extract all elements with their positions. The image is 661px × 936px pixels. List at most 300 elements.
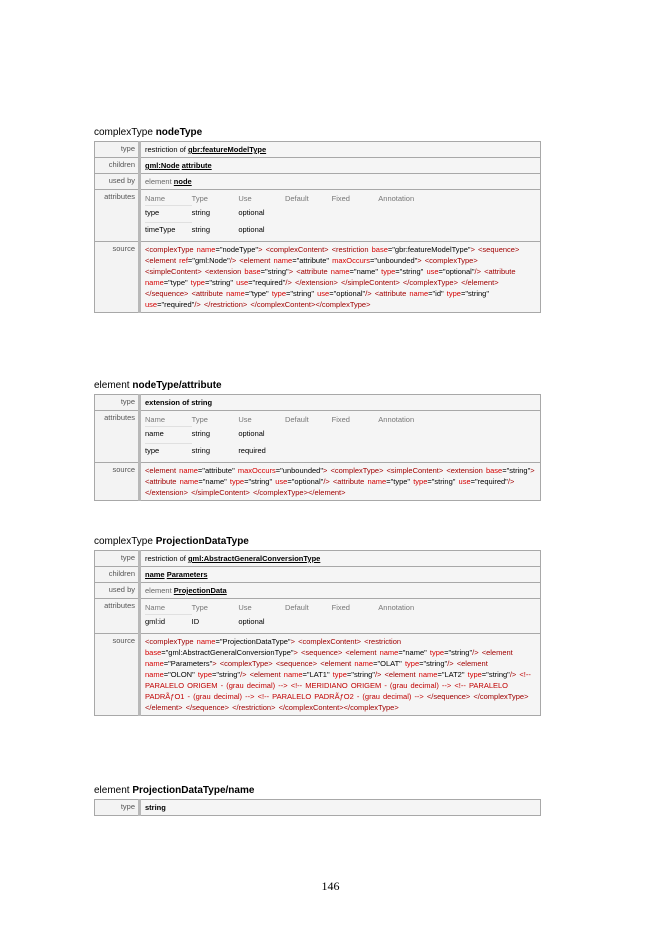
source-attr-name: type: [467, 670, 482, 679]
source-attr-value: ="string": [204, 278, 233, 287]
source-tag-end: />: [509, 670, 517, 679]
attr-cell: optional: [238, 224, 265, 234]
section-title: [94, 127, 541, 139]
attr-col-header: Name: [145, 603, 166, 612]
source-tag-end: >: [514, 245, 520, 254]
type-link[interactable]: gbr:featureModelType: [187, 145, 267, 154]
source-tag: </extension: [145, 488, 184, 497]
source-label: source: [95, 463, 140, 501]
source-tag: </element: [308, 488, 342, 497]
source-attr-name: type: [271, 289, 286, 298]
attr-col-header: Type: [191, 194, 208, 203]
source-attr-name: type: [332, 670, 347, 679]
section-name: nodeType/attribute: [132, 380, 222, 391]
source-tag-end: >: [323, 466, 328, 475]
source-row: [95, 242, 541, 313]
used-by-link[interactable]: node: [173, 177, 192, 186]
source-tag: <element: [456, 659, 488, 668]
source-attr-value: ="gbr:featureModelType": [387, 245, 471, 254]
source-tag-end: >: [312, 659, 318, 668]
section-title: [94, 536, 541, 548]
schema-section: [94, 127, 541, 313]
source-attr-value: ="string": [260, 267, 289, 276]
source-tag-end: >: [530, 466, 535, 475]
source-attr-name: ref: [179, 256, 188, 265]
source-attr-value: ="type": [163, 278, 188, 287]
source-attr-name: use: [317, 289, 330, 298]
children-label: children: [95, 567, 140, 583]
child-link[interactable]: Parameters: [166, 570, 208, 579]
source-tag: <attribute: [191, 289, 223, 298]
source-tag-end: />: [323, 477, 330, 486]
source-tag-end: >: [339, 703, 344, 712]
type-prefix: extension of string: [145, 398, 213, 407]
source-tag-end: />: [285, 278, 292, 287]
attr-cell: [378, 206, 425, 223]
attr-col-header: Annotation: [378, 603, 415, 612]
children-value: [140, 158, 541, 174]
source-tag-end: >: [224, 703, 230, 712]
children-row: [95, 567, 541, 583]
type-label: type: [95, 395, 140, 411]
source-tag: <extension: [204, 267, 242, 276]
source-attr-name: name: [145, 659, 164, 668]
attribute-row: [145, 206, 425, 223]
source-tag-end: >: [288, 267, 294, 276]
source-tag: <complexType: [145, 245, 194, 254]
type-row: [95, 142, 541, 158]
source-tag-end: >: [258, 245, 263, 254]
source-attr-value: ="optional": [287, 477, 324, 486]
source-tag-end: >: [324, 245, 329, 254]
attr-col-header: Name: [145, 194, 166, 203]
source-attr-value: ="type": [386, 477, 411, 486]
source-attr-name: base: [145, 648, 162, 657]
attr-cell: [378, 427, 425, 444]
attr-col-header: Use: [238, 415, 252, 424]
source-tag-end: >: [366, 300, 371, 309]
attributes-header: [145, 192, 425, 206]
source-attr-value: ="ProjectionDataType": [215, 637, 291, 646]
attributes-value: [140, 411, 541, 463]
source-tag: <complexType: [424, 256, 474, 265]
source-comment: <!-- PARALELO ORIGEM - (grau decimal) -->: [145, 670, 531, 690]
source-tag: <complexType: [219, 659, 269, 668]
source-tag: </simpleContent: [191, 488, 246, 497]
source-tag: </complexContent: [278, 703, 340, 712]
source-tag: <complexType: [145, 637, 194, 646]
attr-cell: timeType: [145, 223, 192, 240]
attr-cell: [378, 444, 425, 461]
attr-cell: [285, 444, 332, 461]
source-tag-end: >: [438, 466, 444, 475]
source-tag-end: />: [474, 267, 481, 276]
attr-col-header: Fixed: [331, 603, 350, 612]
source-value: [140, 242, 541, 313]
attr-cell: name: [145, 427, 192, 444]
source-attr-value: ="attribute": [197, 466, 235, 475]
attribute-row: [145, 444, 425, 461]
attr-cell: [378, 223, 425, 240]
source-attr-name: use: [426, 267, 439, 276]
attributes-value: [140, 190, 541, 242]
source-tag: <element: [249, 670, 281, 679]
attr-col-header: Name: [145, 415, 166, 424]
source-attr-value: ="type": [244, 289, 269, 298]
attribute-row: [145, 615, 425, 632]
source-tag-end: >: [197, 267, 202, 276]
source-row: [95, 463, 541, 501]
source-tag: <element: [384, 670, 416, 679]
attr-cell: string: [191, 224, 210, 234]
source-tag-end: >: [470, 245, 475, 254]
source-attr-name: maxOccurs: [332, 256, 371, 265]
source-code: [145, 636, 536, 713]
source-attr-name: base: [485, 466, 503, 475]
attributes-label: attributes: [95, 599, 140, 634]
source-tag: <element: [239, 256, 271, 265]
source-attr-name: name: [418, 670, 438, 679]
attributes-value: [140, 599, 541, 634]
source-attr-value: ="string": [427, 477, 456, 486]
source-attr-name: name: [179, 466, 198, 475]
type-link[interactable]: gml:AbstractGeneralConversionType: [187, 554, 321, 563]
source-tag-end: >: [417, 256, 422, 265]
source-tag-end: />: [374, 670, 382, 679]
section-title: [94, 785, 541, 797]
source-tag: <simpleContent: [145, 267, 198, 276]
attr-cell: [285, 427, 332, 444]
source-attr-name: type: [229, 477, 245, 486]
source-tag: </complexType: [252, 488, 304, 497]
source-attr-value: ="required": [470, 477, 508, 486]
source-attr-value: ="string": [444, 648, 473, 657]
schema-section: [94, 536, 541, 716]
source-tag: </sequence: [185, 703, 225, 712]
source-attr-value: ="unbounded": [275, 466, 323, 475]
source-tag-end: >: [494, 278, 499, 287]
children-value: [140, 567, 541, 583]
source-attr-name: type: [446, 289, 461, 298]
type-row: [95, 800, 541, 816]
source-tag-end: >: [290, 637, 295, 646]
used-by-row: [95, 583, 541, 599]
attr-col-header: Fixed: [331, 415, 350, 424]
source-tag-end: >: [453, 278, 458, 287]
source-attr-name: name: [145, 278, 164, 287]
type-label: type: [95, 551, 140, 567]
source-tag-end: >: [212, 659, 217, 668]
source-tag: </sequence: [426, 692, 466, 701]
attr-col-header: Default: [284, 415, 309, 424]
source-tag-end: >: [333, 278, 338, 287]
source-attr-value: ="string": [395, 267, 424, 276]
source-tag: </complexType: [473, 692, 525, 701]
source-attr-value: ="Parameters": [163, 659, 213, 668]
type-value: [140, 551, 541, 567]
source-attr-value: ="OLON": [163, 670, 195, 679]
attributes-header: [145, 413, 425, 427]
type-value: [140, 395, 541, 411]
source-tag: <attribute: [374, 289, 407, 298]
type-prefix: string: [145, 803, 166, 812]
type-prefix: restriction of: [145, 145, 188, 154]
source-attr-value: ="name": [398, 648, 427, 657]
source-tag-end: >: [268, 659, 273, 668]
source-tag: <element: [320, 659, 352, 668]
source-attr-value: ="required": [157, 300, 195, 309]
source-tag: <attribute: [296, 267, 328, 276]
source-label: source: [95, 242, 140, 313]
source-tag: <sequence: [478, 245, 515, 254]
child-link[interactable]: gml:Node: [145, 161, 180, 170]
source-attr-name: name: [354, 659, 374, 668]
source-attr-name: name: [283, 670, 303, 679]
source-attr-name: type: [404, 659, 420, 668]
attr-cell: optional: [238, 616, 265, 626]
source-attr-value: ="name": [349, 267, 379, 276]
source-tag-end: >: [395, 278, 400, 287]
source-tag: <element: [145, 256, 177, 265]
attr-cell: string: [191, 445, 210, 455]
source-tag-end: />: [229, 256, 237, 265]
attr-cell: required: [238, 445, 266, 455]
attributes-header: [145, 601, 425, 615]
source-tag-end: >: [242, 300, 248, 309]
source-tag: <restriction: [364, 637, 402, 646]
source-tag-end: >: [311, 300, 316, 309]
attr-cell: [378, 615, 425, 632]
source-tag-end: >: [183, 488, 188, 497]
source-tag-end: >: [178, 703, 183, 712]
source-attr-name: type: [190, 278, 205, 287]
attribute-row: [145, 223, 425, 240]
attr-cell: [332, 206, 379, 223]
attr-cell: [332, 223, 379, 240]
used-by-row: [95, 174, 541, 190]
source-tag: <attribute: [484, 267, 516, 276]
attributes-table: [145, 601, 425, 631]
source-attr-name: name: [273, 256, 293, 265]
source-attr-value: ="LAT1": [302, 670, 330, 679]
source-tag-end: >: [473, 256, 478, 265]
source-attr-name: type: [381, 267, 396, 276]
source-tag-end: >: [524, 692, 529, 701]
source-comment: <!-- MERIDIANO ORIGEM - (grau decimal) -->: [290, 681, 452, 690]
source-attr-name: name: [179, 477, 199, 486]
source-attr-value: ="name": [198, 477, 227, 486]
source-tag: </restriction: [203, 300, 243, 309]
source-tag: </complexContent: [250, 300, 312, 309]
source-attr-value: ="gml:AbstractGeneralConversionType": [161, 648, 294, 657]
source-attr-value: ="unbounded": [370, 256, 418, 265]
source-label: source: [95, 634, 140, 716]
source-attr-value: ="id": [428, 289, 444, 298]
source-tag: <complexContent: [265, 245, 325, 254]
source-row: [95, 634, 541, 716]
attributes-table: [145, 192, 425, 239]
child-link[interactable]: name: [145, 570, 165, 579]
source-tag: </extension: [294, 278, 334, 287]
attr-cell: [285, 206, 332, 223]
section-title: [94, 380, 541, 392]
used-by-prefix: element: [145, 586, 174, 595]
attr-col-header: Type: [191, 603, 208, 612]
source-tag: </sequence: [145, 289, 184, 298]
source-tag: </complexType: [315, 300, 367, 309]
attr-cell: optional: [238, 207, 265, 217]
attr-col-header: Use: [238, 194, 252, 203]
used-by-label: used by: [95, 583, 140, 599]
section-table: [94, 141, 541, 313]
section-name: nodeType: [155, 127, 203, 138]
source-value: [140, 463, 541, 501]
source-tag-end: >: [394, 703, 399, 712]
source-attr-name: base: [244, 267, 261, 276]
source-comment: <!-- PARALELO PADRÃƒO2 - (grau decimal) -->: [257, 692, 424, 701]
schema-section: [94, 785, 541, 816]
source-attr-name: maxOccurs: [237, 466, 276, 475]
source-attr-value: ="OLAT": [373, 659, 402, 668]
attr-cell: string: [191, 428, 210, 438]
source-attr-name: name: [330, 267, 350, 276]
attr-col-header: Type: [191, 415, 208, 424]
type-value: [140, 800, 541, 816]
section-name: ProjectionDataType/name: [132, 785, 255, 796]
source-attr-name: name: [226, 289, 245, 298]
source-attr-name: name: [196, 245, 216, 254]
source-tag: <restriction: [331, 245, 369, 254]
attr-col-header: Annotation: [378, 415, 415, 424]
source-tag: </restriction: [232, 703, 272, 712]
source-tag: <element: [145, 466, 177, 475]
attr-cell: string: [191, 207, 210, 217]
source-attr-value: ="LAT2": [437, 670, 465, 679]
source-tag-end: >: [465, 692, 471, 701]
source-attr-name: name: [409, 289, 429, 298]
type-prefix: restriction of: [145, 554, 188, 563]
used-by-value: [140, 583, 541, 599]
type-label: type: [95, 800, 140, 816]
attr-cell: type: [145, 206, 192, 223]
source-tag-end: >: [293, 648, 298, 657]
source-tag: <extension: [446, 466, 483, 475]
attr-cell: [332, 427, 379, 444]
source-tag-end: />: [365, 289, 372, 298]
attr-cell: type: [145, 444, 192, 461]
source-comment: <!-- PARALELO PADRÃƒO1 - (grau decimal) -->: [145, 681, 508, 701]
source-tag-end: />: [472, 648, 479, 657]
type-value: [140, 142, 541, 158]
source-attr-value: ="string": [460, 289, 489, 298]
attr-cell: [285, 223, 332, 240]
source-tag-end: >: [271, 703, 276, 712]
source-tag: <complexType: [330, 466, 380, 475]
source-code: [145, 244, 536, 310]
source-tag-end: >: [356, 637, 362, 646]
source-tag-end: >: [341, 488, 346, 497]
attributes-row: [95, 599, 541, 634]
source-tag: <sequence: [275, 659, 313, 668]
section-kind: element: [94, 380, 133, 391]
source-attr-value: ="attribute": [292, 256, 330, 265]
attributes-row: [95, 411, 541, 463]
source-attr-value: ="optional": [438, 267, 475, 276]
source-tag: </element: [145, 703, 179, 712]
source-tag: </simpleContent: [341, 278, 396, 287]
type-row: [95, 395, 541, 411]
source-tag-end: />: [507, 477, 515, 486]
schema-section: [94, 380, 541, 501]
attribute-row: [145, 427, 425, 444]
section-table: [94, 799, 541, 816]
source-attr-name: use: [275, 477, 288, 486]
source-tag-end: />: [240, 670, 247, 679]
used-by-link[interactable]: ProjectionData: [173, 586, 227, 595]
source-value: [140, 634, 541, 716]
source-tag: <element: [481, 648, 513, 657]
source-tag-end: >: [337, 648, 343, 657]
source-tag: </element: [461, 278, 495, 287]
source-tag-end: />: [194, 300, 201, 309]
source-attr-value: ="string": [244, 477, 273, 486]
source-attr-value: ="string": [481, 670, 510, 679]
source-attr-name: use: [236, 278, 249, 287]
source-attr-name: type: [413, 477, 428, 486]
attributes-row: [95, 190, 541, 242]
source-tag: <sequence: [301, 648, 338, 657]
source-attr-value: ="string": [346, 670, 375, 679]
attributes-table: [145, 413, 425, 460]
source-attr-name: name: [367, 477, 387, 486]
attr-col-header: Fixed: [331, 194, 350, 203]
type-row: [95, 551, 541, 567]
children-label: children: [95, 158, 140, 174]
source-attr-value: ="string": [212, 670, 241, 679]
section-kind: complexType: [94, 127, 156, 138]
child-link[interactable]: attribute: [181, 161, 212, 170]
children-row: [95, 158, 541, 174]
section-name: ProjectionDataType: [155, 536, 249, 547]
attr-cell: [332, 615, 379, 632]
section-kind: element: [94, 785, 133, 796]
source-tag-end: >: [245, 488, 250, 497]
attr-cell: [285, 615, 332, 632]
source-attr-value: ="string": [419, 659, 448, 668]
source-tag-end: >: [184, 289, 189, 298]
source-attr-name: name: [145, 670, 164, 679]
source-tag: </complexType: [343, 703, 395, 712]
source-attr-name: type: [197, 670, 213, 679]
source-attr-value: ="string": [286, 289, 315, 298]
source-attr-value: ="string": [502, 466, 531, 475]
source-attr-value: ="required": [248, 278, 286, 287]
source-tag-end: >: [379, 466, 384, 475]
attr-col-header: Annotation: [378, 194, 415, 203]
attr-cell: gml:id: [145, 615, 192, 632]
page-number: 146: [321, 879, 340, 893]
source-attr-name: use: [145, 300, 158, 309]
source-attr-name: base: [371, 245, 388, 254]
attr-cell: optional: [238, 428, 265, 438]
attributes-label: attributes: [95, 190, 140, 242]
type-label: type: [95, 142, 140, 158]
source-attr-value: ="optional": [329, 289, 366, 298]
source-attr-value: ="gml:Node": [187, 256, 230, 265]
source-tag: <attribute: [145, 477, 177, 486]
attr-col-header: Default: [284, 603, 309, 612]
source-attr-name: name: [196, 637, 216, 646]
